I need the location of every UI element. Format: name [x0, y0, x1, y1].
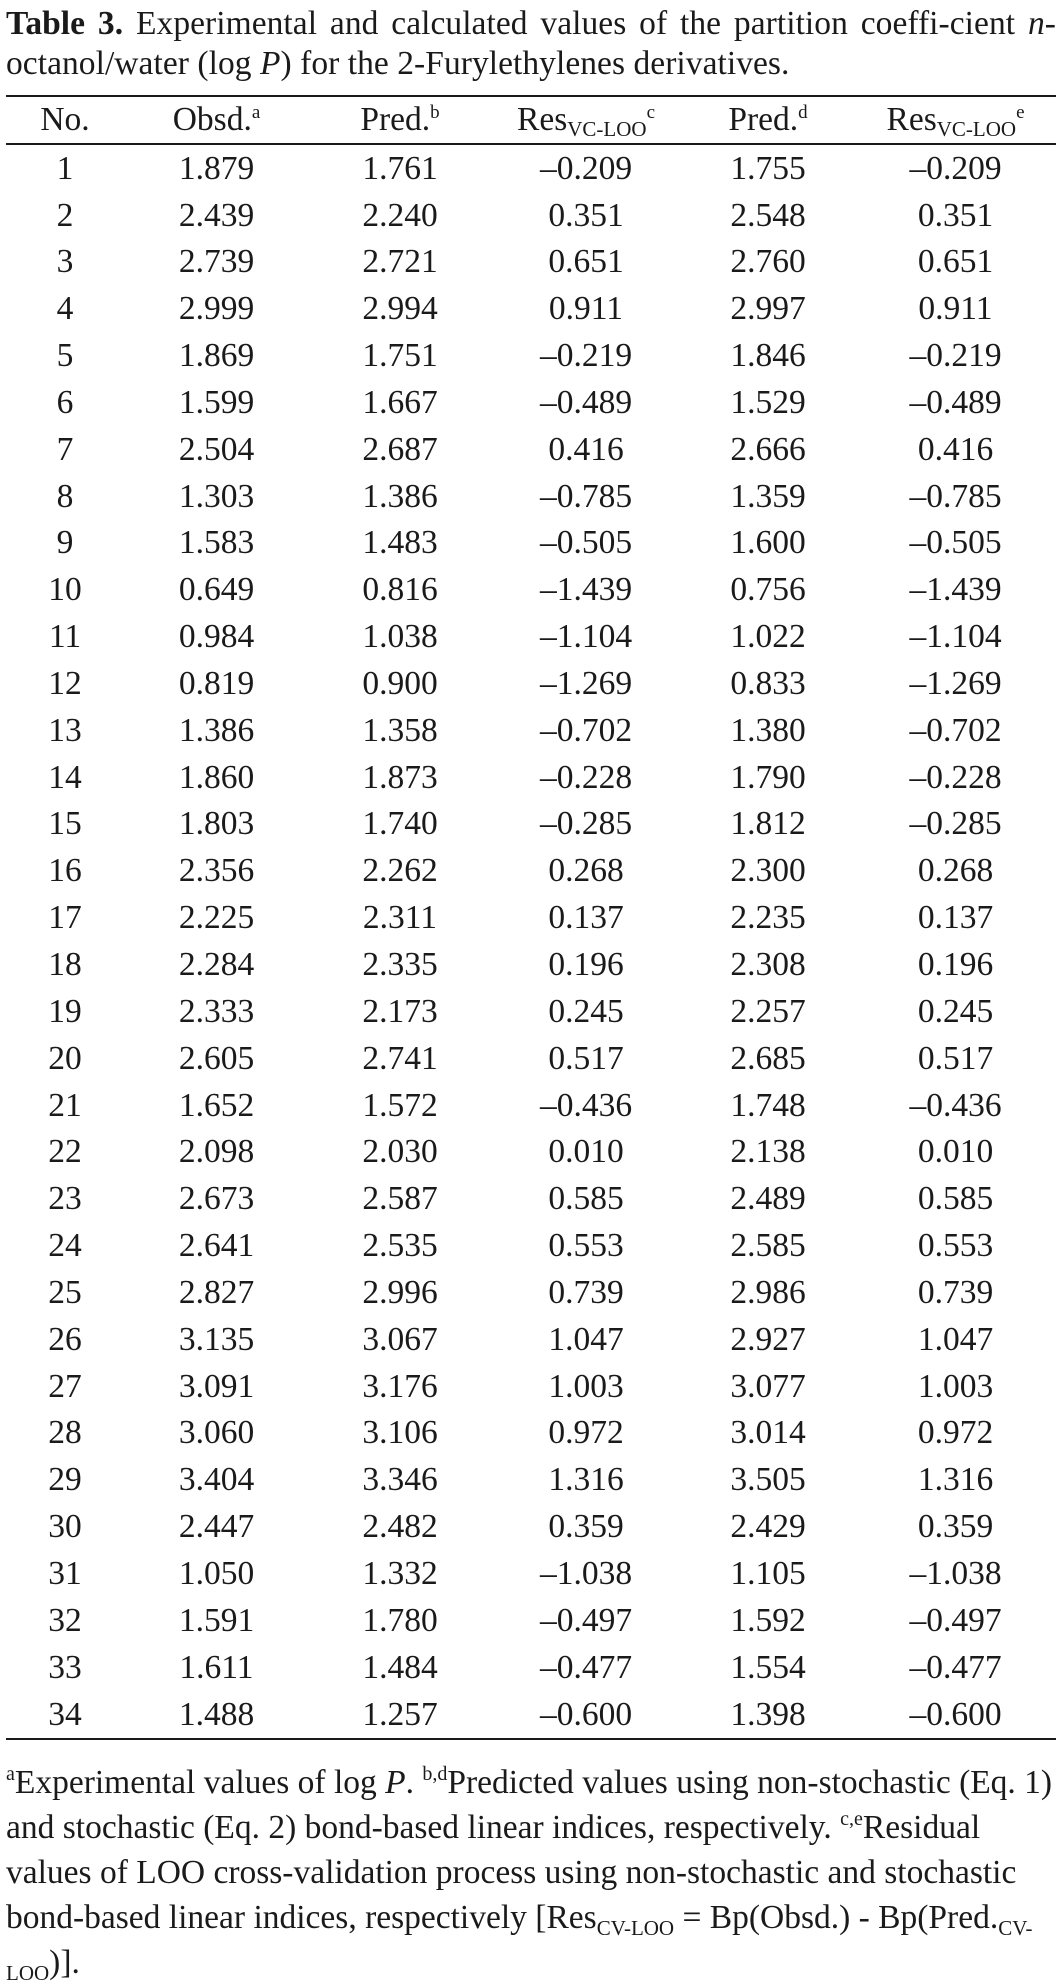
- cell-res-2: –0.785: [909, 477, 1002, 515]
- cell-res-1: –0.489: [539, 383, 633, 421]
- cell-obsd: 2.284: [178, 946, 255, 984]
- cell-no: 29: [48, 1461, 82, 1499]
- cell-pred-2: 2.760: [730, 243, 806, 281]
- caption-text-start: Experimental and calculated values of the partition coeffi-cient: [123, 5, 1028, 42]
- cell-pred-1: 0.816: [362, 571, 438, 609]
- cell-pred-2: 0.833: [730, 664, 806, 702]
- table-row: [6, 1035, 1056, 1082]
- cell-res-1: 0.517: [548, 1039, 624, 1077]
- cell-res-1: –0.436: [539, 1086, 633, 1124]
- cell-no: 6: [56, 383, 74, 421]
- cell-res-1: 0.972: [548, 1414, 624, 1452]
- cell-obsd: 2.504: [178, 430, 255, 468]
- cell-res-2: 0.585: [917, 1180, 994, 1218]
- cell-res-2: 0.651: [917, 243, 994, 281]
- cell-res-2: 0.739: [917, 1273, 994, 1311]
- cell-obsd: 1.652: [178, 1086, 255, 1124]
- table-row: [6, 286, 1056, 333]
- cell-pred-2: 3.077: [730, 1367, 806, 1405]
- cell-pred-1: 1.358: [362, 711, 438, 749]
- cell-pred-2: 1.846: [730, 337, 806, 375]
- cell-obsd: 1.860: [178, 758, 255, 796]
- footnote-a-text: Experimental values of log: [14, 1764, 386, 1801]
- cell-pred-1: 1.780: [362, 1601, 438, 1639]
- cell-obsd: 1.879: [178, 149, 255, 187]
- cell-obsd: 1.303: [178, 477, 255, 515]
- cell-pred-2: 3.014: [730, 1414, 806, 1452]
- cell-obsd: 0.984: [178, 618, 255, 656]
- cell-pred-1: 1.332: [362, 1554, 438, 1592]
- cell-obsd: 1.591: [178, 1601, 255, 1639]
- cell-obsd: 2.447: [178, 1508, 255, 1546]
- cell-res-1: 0.651: [548, 243, 624, 281]
- cell-res-1: 0.351: [548, 196, 624, 234]
- cell-no: 18: [48, 946, 82, 984]
- cell-obsd: 2.605: [178, 1039, 255, 1077]
- cell-pred-2: 3.505: [730, 1461, 806, 1499]
- cell-pred-1: 3.346: [362, 1461, 438, 1499]
- cell-res-1: 0.739: [548, 1273, 624, 1311]
- cell-no: 9: [56, 524, 74, 562]
- cell-res-2: 0.010: [917, 1133, 994, 1171]
- cell-no: 12: [48, 664, 82, 702]
- cell-pred-2: 2.997: [730, 290, 806, 328]
- cell-no: 4: [56, 290, 74, 328]
- cell-pred-1: 1.257: [309, 1691, 491, 1739]
- footnote-mark-ce: c,e: [840, 1808, 863, 1830]
- cell-no: 23: [48, 1180, 82, 1218]
- table-row: [6, 1457, 1056, 1504]
- cell-pred-2: 1.359: [730, 477, 806, 515]
- cell-obsd: 0.819: [178, 664, 255, 702]
- table-row: [6, 613, 1056, 660]
- cell-res-1: 0.585: [548, 1180, 624, 1218]
- footnote-a-italic: P: [385, 1764, 406, 1801]
- cell-obsd: 1.803: [178, 805, 255, 843]
- cell-pred-1: 1.038: [362, 618, 438, 656]
- cell-obsd: 2.098: [178, 1133, 255, 1171]
- table-row: [6, 754, 1056, 801]
- cell-obsd: 1.583: [178, 524, 255, 562]
- cell-res-1: –1.439: [539, 571, 633, 609]
- caption-text-end: ) for the 2-Furylethylenes derivatives.: [280, 45, 790, 82]
- cell-no: 28: [48, 1414, 82, 1452]
- cell-no: 7: [56, 430, 74, 468]
- cell-obsd: 3.404: [178, 1461, 255, 1499]
- table-row: [6, 1082, 1056, 1129]
- cell-pred-1: 2.030: [362, 1133, 438, 1171]
- table-row: [6, 1597, 1056, 1644]
- cell-pred-1: 3.106: [362, 1414, 438, 1452]
- cell-res-1: –0.209: [539, 149, 633, 187]
- cell-pred-1: 2.173: [362, 992, 438, 1030]
- cell-res-2: 0.196: [917, 946, 994, 984]
- cell-res-1: 0.416: [548, 430, 624, 468]
- cell-res-2: 0.359: [917, 1508, 994, 1546]
- column-header-no: No.: [6, 96, 124, 144]
- cell-obsd: 1.599: [178, 383, 255, 421]
- cell-pred-2: 1.748: [730, 1086, 806, 1124]
- cell-res-1: –0.785: [539, 477, 633, 515]
- cell-res-1: –1.038: [539, 1554, 633, 1592]
- table-row: [6, 426, 1056, 473]
- footnote-mark-bd: b,d: [422, 1763, 448, 1785]
- cell-pred-2: 2.257: [730, 992, 806, 1030]
- cell-no: 15: [48, 805, 82, 843]
- cell-res-1: 1.003: [548, 1367, 624, 1405]
- cell-pred-2: 1.398: [681, 1691, 855, 1739]
- cell-no: 31: [48, 1554, 82, 1592]
- table-row: [6, 707, 1056, 754]
- caption-text-mid: -octanol/water (log: [6, 5, 1056, 82]
- table-header: [6, 96, 1056, 144]
- table-row: [6, 1222, 1056, 1269]
- table-row: [6, 192, 1056, 239]
- cell-pred-2: 2.308: [730, 946, 806, 984]
- cell-obsd: 1.050: [178, 1554, 255, 1592]
- cell-res-2: –0.209: [909, 149, 1002, 187]
- cell-no: 33: [48, 1648, 82, 1686]
- cell-obsd: 2.356: [178, 852, 255, 890]
- cell-pred-1: 1.761: [362, 149, 438, 187]
- cell-no: 27: [48, 1367, 82, 1405]
- cell-no: 8: [56, 477, 74, 515]
- cell-res-1: –0.505: [539, 524, 633, 562]
- cell-pred-2: 2.235: [730, 899, 806, 937]
- cell-pred-2: 2.685: [730, 1039, 806, 1077]
- cell-no: 25: [48, 1273, 82, 1311]
- cell-pred-1: 2.311: [362, 899, 438, 937]
- cell-pred-1: 2.996: [362, 1273, 438, 1311]
- cell-pred-1: 1.667: [362, 383, 438, 421]
- column-header-obsd: Obsd.$^a$: [124, 96, 309, 144]
- table-row: [6, 801, 1056, 848]
- table-row: [6, 848, 1056, 895]
- table-row: [6, 895, 1056, 942]
- column-header-pred-1: Pred.$^b$: [309, 96, 491, 144]
- table-row: [6, 473, 1056, 520]
- cell-res-2: –0.600: [855, 1691, 1056, 1739]
- cell-pred-1: 1.572: [362, 1086, 438, 1124]
- cell-res-1: 1.316: [548, 1461, 624, 1499]
- cell-res-2: –0.477: [909, 1648, 1002, 1686]
- cell-pred-2: 2.927: [730, 1320, 806, 1358]
- caption-italic-p: P: [259, 45, 281, 82]
- table-row: [6, 520, 1056, 567]
- cell-pred-2: 1.790: [730, 758, 806, 796]
- cell-pred-2: 1.380: [730, 711, 806, 749]
- cell-pred-1: 1.483: [362, 524, 438, 562]
- cell-res-1: 0.553: [548, 1227, 624, 1265]
- cell-pred-2: 2.300: [730, 852, 806, 890]
- cell-pred-1: 1.740: [362, 805, 438, 843]
- cell-res-2: 0.911: [918, 290, 993, 328]
- cell-obsd: 3.091: [178, 1367, 255, 1405]
- cell-pred-2: 1.529: [730, 383, 806, 421]
- footnote-ce-text: Residual values of LOO cross-validation process using non-stochastic and stochastic bond-based linear indices, respectively [Res: [6, 1809, 1017, 1936]
- cell-no: 1: [56, 149, 74, 187]
- cell-no: 17: [48, 899, 82, 937]
- cell-obsd: 1.611: [179, 1648, 254, 1686]
- cell-res-1: 0.911: [548, 290, 624, 328]
- table-row: [6, 1363, 1056, 1410]
- cell-res-1: –0.600: [491, 1691, 681, 1739]
- column-header-res-1: Res$_{VC-LOO}^c$: [491, 96, 681, 144]
- cell-pred-2: 1.592: [730, 1601, 806, 1639]
- cell-pred-1: 1.386: [362, 477, 438, 515]
- cell-res-2: 0.517: [917, 1039, 994, 1077]
- cell-no: 34: [6, 1691, 124, 1739]
- table-row: [6, 144, 1056, 192]
- cell-pred-2: 1.554: [730, 1648, 806, 1686]
- cell-no: 22: [48, 1133, 82, 1171]
- cell-obsd: 1.488: [124, 1691, 309, 1739]
- table-row: [6, 1691, 1056, 1739]
- cell-res-2: 0.972: [917, 1414, 994, 1452]
- cell-res-2: 0.351: [917, 196, 994, 234]
- cell-res-2: 0.553: [917, 1227, 994, 1265]
- cell-res-2: 0.268: [917, 852, 994, 890]
- cell-res-2: 1.047: [917, 1320, 994, 1358]
- cell-no: 2: [56, 196, 74, 234]
- cell-no: 11: [48, 618, 82, 656]
- cell-pred-2: 2.489: [730, 1180, 806, 1218]
- cell-pred-2: 1.812: [730, 805, 806, 843]
- cell-res-2: –0.505: [909, 524, 1002, 562]
- cell-no: 32: [48, 1601, 82, 1639]
- cell-pred-2: 2.666: [730, 430, 806, 468]
- cell-res-2: –0.436: [909, 1086, 1002, 1124]
- cell-no: 30: [48, 1508, 82, 1546]
- cell-res-1: –0.477: [539, 1648, 633, 1686]
- table-label: Table 3.: [6, 5, 124, 42]
- cell-no: 13: [48, 711, 82, 749]
- cell-res-2: 0.137: [917, 899, 994, 937]
- cell-pred-1: 2.482: [362, 1508, 438, 1546]
- cell-pred-1: 2.535: [362, 1227, 438, 1265]
- cell-pred-2: 2.585: [730, 1227, 806, 1265]
- cell-pred-1: 3.176: [362, 1367, 438, 1405]
- cell-pred-1: 0.900: [362, 664, 438, 702]
- cell-res-1: –1.104: [539, 618, 633, 656]
- cell-pred-1: 2.587: [362, 1180, 438, 1218]
- cell-obsd: 2.439: [178, 196, 255, 234]
- cell-res-1: –0.285: [539, 805, 633, 843]
- cell-no: 19: [48, 992, 82, 1030]
- cell-obsd: 2.739: [178, 243, 255, 281]
- cell-res-1: 0.359: [548, 1508, 624, 1546]
- table-row: [6, 1550, 1056, 1597]
- table-row: [6, 1644, 1056, 1691]
- cell-pred-2: 0.756: [730, 571, 806, 609]
- table-footnotes: $^a$Experimental values of log P. $^{b,d}$Predicted values using non-stochastic (Eq. 1) and stochastic (Eq. 2) bond-based linear indices, respectively. $^{c,e}$Residual values of LOO cross-validation process using non-stochastic and stochastic bond-based linear indices, respectively [Res$_{CV-LOO}$ = Bp(Obsd.) - $Bp(Pred._{CV-LOO})$].: [6, 1763, 1053, 1985]
- cell-obsd: 1.386: [178, 711, 255, 749]
- table-row: [6, 332, 1056, 379]
- cell-res-2: –1.038: [909, 1554, 1002, 1592]
- cell-obsd: 2.999: [178, 290, 255, 328]
- cell-pred-1: 1.873: [362, 758, 438, 796]
- cell-res-2: 1.316: [917, 1461, 994, 1499]
- cell-res-2: –0.219: [909, 337, 1002, 375]
- cell-res-1: –0.219: [539, 337, 633, 375]
- cell-obsd: 0.649: [178, 571, 255, 609]
- table-caption: [6, 4, 1056, 84]
- cell-res-2: 0.245: [917, 992, 994, 1030]
- cell-res-1: –0.228: [539, 758, 633, 796]
- table-row: [6, 660, 1056, 707]
- table-body: [6, 144, 1056, 1739]
- cell-res-1: –0.497: [539, 1601, 633, 1639]
- table-row: [6, 1503, 1056, 1550]
- table-row: [6, 1269, 1056, 1316]
- column-header-pred-2: Pred.$^d$: [681, 96, 855, 144]
- cell-pred-2: 2.548: [730, 196, 806, 234]
- cell-res-1: –0.702: [539, 711, 633, 749]
- cell-obsd: 2.641: [178, 1227, 255, 1265]
- cell-obsd: 3.060: [178, 1414, 255, 1452]
- cell-obsd: 2.673: [178, 1180, 255, 1218]
- caption-italic-n: n: [1027, 5, 1045, 42]
- header-row: [6, 96, 1056, 144]
- table-row: [6, 1129, 1056, 1176]
- column-header-res-2: Res$_{VC-LOO}^e$: [855, 96, 1056, 144]
- cell-res-2: –0.489: [909, 383, 1002, 421]
- cell-pred-1: 2.687: [362, 430, 438, 468]
- cell-res-2: –0.702: [909, 711, 1002, 749]
- cell-obsd: 2.827: [178, 1273, 255, 1311]
- cell-pred-1: 1.751: [362, 337, 438, 375]
- cell-pred-2: 1.600: [730, 524, 806, 562]
- cell-res-2: –1.269: [909, 664, 1002, 702]
- cell-pred-1: 2.741: [362, 1039, 438, 1077]
- cell-pred-1: 2.994: [362, 290, 438, 328]
- cell-res-1: –1.269: [539, 664, 633, 702]
- cell-pred-1: 3.067: [362, 1320, 438, 1358]
- data-table: [6, 95, 1056, 1740]
- cell-no: 24: [48, 1227, 82, 1265]
- cell-pred-1: 2.335: [362, 946, 438, 984]
- cell-no: 20: [48, 1039, 82, 1077]
- cell-pred-2: 1.105: [730, 1554, 806, 1592]
- cell-res-1: 0.268: [548, 852, 624, 890]
- cell-pred-1: 1.484: [362, 1648, 438, 1686]
- table-row: [6, 988, 1056, 1035]
- cell-pred-2: 2.138: [730, 1133, 806, 1171]
- cell-res-2: –0.285: [909, 805, 1002, 843]
- table-row: [6, 379, 1056, 426]
- cell-res-2: –1.104: [909, 618, 1002, 656]
- cell-no: 26: [48, 1320, 82, 1358]
- table-row: [6, 941, 1056, 988]
- cell-pred-1: 2.240: [362, 196, 438, 234]
- cell-pred-2: 2.986: [730, 1273, 806, 1311]
- cell-no: 16: [48, 852, 82, 890]
- cell-pred-1: 2.721: [362, 243, 438, 281]
- footnote-bd-text: Predicted values using non-stochastic (Eq. 1) and stochastic (Eq. 2) bond-based linear indices, respectively.: [6, 1764, 1053, 1846]
- table-row: [6, 1176, 1056, 1223]
- cell-res-2: 1.003: [917, 1367, 994, 1405]
- cell-obsd: 2.225: [178, 899, 255, 937]
- table-row: [6, 239, 1056, 286]
- table-row: [6, 1410, 1056, 1457]
- cell-no: 10: [48, 571, 82, 609]
- cell-res-2: –0.228: [909, 758, 1002, 796]
- cell-pred-1: 2.262: [362, 852, 438, 890]
- cell-res-1: 0.196: [548, 946, 624, 984]
- table-row: [6, 1316, 1056, 1363]
- cell-obsd: 2.333: [178, 992, 255, 1030]
- cell-res-2: –0.497: [909, 1601, 1002, 1639]
- cell-no: 3: [56, 243, 74, 281]
- cell-no: 14: [48, 758, 82, 796]
- cell-pred-2: 1.755: [730, 149, 806, 187]
- cell-res-1: 0.010: [548, 1133, 624, 1171]
- cell-res-2: 0.416: [917, 430, 994, 468]
- table-row: [6, 567, 1056, 614]
- cell-pred-2: 2.429: [730, 1508, 806, 1546]
- cell-obsd: 3.135: [178, 1320, 255, 1358]
- footnote-mark-a: a: [6, 1763, 15, 1785]
- cell-res-1: 1.047: [548, 1320, 624, 1358]
- cell-obsd: 1.869: [178, 337, 255, 375]
- cell-no: 21: [48, 1086, 82, 1124]
- cell-res-1: 0.245: [548, 992, 624, 1030]
- cell-res-2: –1.439: [909, 571, 1002, 609]
- cell-no: 5: [56, 337, 74, 375]
- cell-res-1: 0.137: [548, 899, 624, 937]
- cell-pred-2: 1.022: [730, 618, 806, 656]
